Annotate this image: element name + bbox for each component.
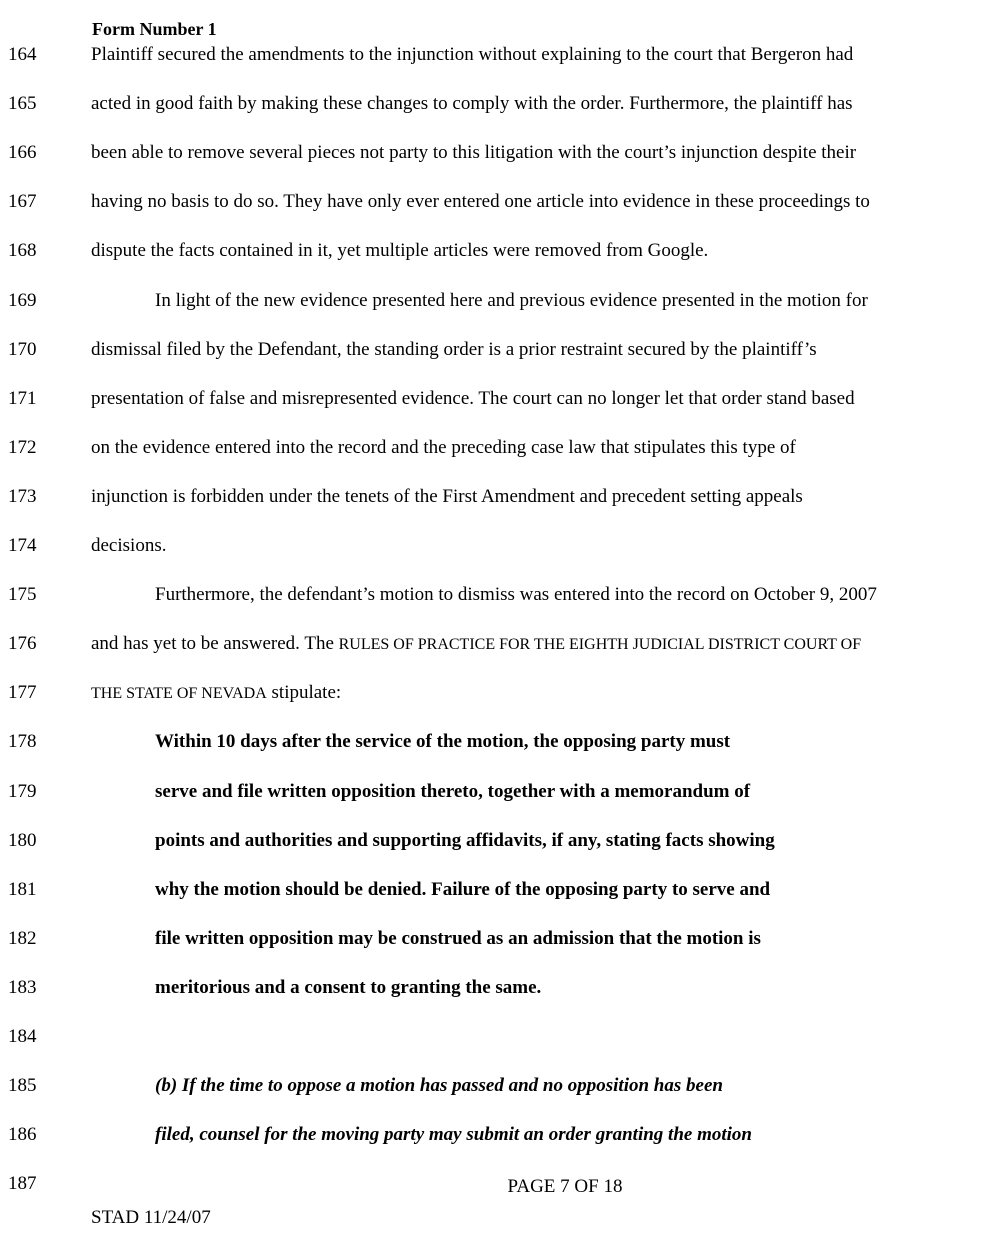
text-segment: (b) If the time to oppose a motion has passed and no opposition has been [155,1075,723,1097]
line-text [91,335,817,365]
document-line [0,1022,1006,1052]
document-line [0,384,1006,414]
line-text [91,678,341,709]
text-segment: on the evidence entered into the record and the preceding case law that stipulates this type of [91,436,796,458]
line-number: 186 [8,1124,37,1146]
document-line [0,1120,1006,1150]
text-segment: presentation of false and misrepresented evidence. The court can no longer let that order stand based [91,387,855,409]
document-line [0,678,1006,708]
line-text [155,777,750,807]
document-line [0,89,1006,119]
text-segment: serve and file written opposition thereto, together with a memorandum of [155,780,751,802]
text-segment: THE STATE OF NEVADA [91,685,267,703]
line-number: 174 [8,535,37,556]
text-segment: injunction is forbidden under the tenets of the First Amendment and precedent setting appeals [91,485,803,507]
line-text [155,875,770,905]
form-header: Form Number 1 [92,19,217,39]
line-number: 171 [8,387,37,409]
text-segment: Furthermore, the defendant’s motion to dismiss was entered into the record on October 9, 2007 [155,584,877,606]
document-line [0,286,1006,316]
document-line [0,924,1006,954]
text-segment: Within 10 days after the service of the motion, the opposing party must [155,731,731,753]
document-line [0,187,1006,217]
line-text [91,236,708,266]
line-number: 167 [8,191,37,213]
line-text [155,826,775,856]
line-number: 181 [8,878,37,900]
line-number: 182 [8,927,37,949]
document-line [0,875,1006,905]
line-number: 180 [8,829,37,851]
text-segment: dispute the facts contained in it, yet multiple articles were removed from Google. [91,240,709,262]
line-number: 168 [8,240,37,262]
document-line [0,826,1006,856]
text-segment: been able to remove several pieces not party to this litigation with the court’s injunction despite their [91,142,857,164]
line-text [155,924,761,954]
document-line [0,482,1006,512]
line-number: 187 [8,1173,37,1195]
line-text [91,187,870,217]
line-text [155,580,877,610]
line-number: 184 [8,1026,37,1047]
line-number: 170 [8,338,37,360]
document-line [0,531,1006,561]
document-line [0,433,1006,463]
text-segment: why the motion should be denied. Failure of the opposing party to serve and [155,878,771,900]
document-line [0,973,1006,1003]
document-line [0,727,1006,757]
line-number: 169 [8,289,37,311]
line-number: 164 [8,44,37,65]
line-number: 172 [8,436,37,458]
document-line [0,335,1006,365]
text-segment: having no basis to do so. They have only ever entered one article into evidence in these proceedings to [91,191,870,213]
line-number: 165 [8,93,37,115]
line-text [91,433,796,463]
line-number: 173 [8,485,37,507]
page-number: PAGE 7 OF 18 [507,1176,623,1197]
line-text [91,384,855,414]
text-segment: dismissal filed by the Defendant, the standing order is a prior restraint secured by the plaintiff’s [91,338,817,360]
text-segment: points and authorities and supporting affidavits, if any, stating facts showing [155,829,775,851]
document-line [0,1071,1006,1101]
text-segment: and has yet to be answered. The [91,633,339,655]
line-text [91,629,861,660]
line-number: 178 [8,731,37,753]
line-number: 185 [8,1075,37,1097]
text-segment: Plaintiff secured the amendments to the injunction without explaining to the court that Bergeron had [91,44,854,65]
text-segment: acted in good faith by making these changes to comply with the order. Furthermore, the plaintiff has [91,93,853,115]
line-text [155,1071,723,1101]
line-number: 176 [8,633,37,655]
line-number: 166 [8,142,37,164]
text-segment: meritorious and a consent to granting the same. [155,976,542,998]
line-number: 175 [8,584,37,606]
line-text [91,89,853,119]
text-segment: decisions. [91,535,167,556]
document-line [0,40,1006,70]
text-segment: stipulate: [266,682,342,704]
text-segment: filed, counsel for the moving party may submit an order granting the motion [155,1124,752,1146]
line-number: 177 [8,682,37,704]
document-line [0,580,1006,610]
document-line [0,138,1006,168]
line-number: 183 [8,976,37,998]
text-segment: RULES OF PRACTICE FOR THE EIGHTH JUDICIAL DISTRICT COURT OF [338,636,862,654]
line-text [91,531,166,561]
line-text [155,286,868,316]
line-text [155,973,541,1003]
document-line [0,629,1006,659]
line-text [91,138,856,168]
document-line [0,236,1006,266]
line-number: 179 [8,780,37,802]
line-text [155,1120,752,1150]
text-segment: file written opposition may be construed as an admission that the motion is [155,927,761,949]
line-text [91,40,853,70]
document-line [0,777,1006,807]
text-segment: In light of the new evidence presented here and previous evidence presented in the motion for [155,289,868,311]
footer-stamp: STAD 11/24/07 [91,1207,211,1228]
line-text [155,727,730,757]
line-text [91,482,803,512]
